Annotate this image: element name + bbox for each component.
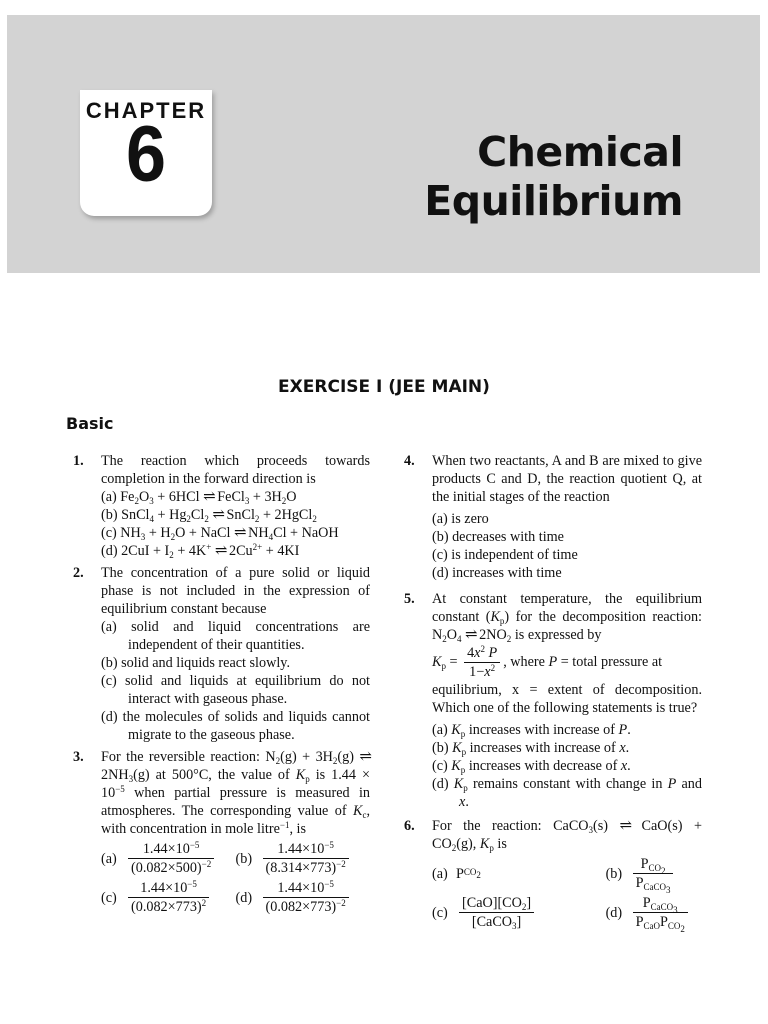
chapter-number: 6	[125, 110, 167, 198]
option: (d) increases with time	[432, 565, 562, 581]
question-2: 2. The concentration of a pure solid or liquid phase is not included in the expression of equilibrium constant because (a) solid and liquid concentrations are independent of their quantities. (b) solid and liquids react slowly. (c) solid and liquids at equilibrium do not interact with gaseous phase. (d) the molecules of solids and liquids cannot migrate to the gaseous phase.	[73, 565, 370, 743]
option: (a) $Fe_2O_3 + 6HCl$ ⇌ FeCl$_3$ + $3H_2O$	[101, 489, 297, 506]
right-column	[404, 452, 702, 935]
question-3: 3. For the reversible reaction: $N_2(g) + 3H_2(g)$ ⇌ $2NH_3(g)$ at 500°C, the value of $K_p$ is $1.44 \times 10^{-5}$ when partial pressure is measured in atmospheres. The corresponding value of $K_c$, with concentration in mole litre$^{-1}$, is (a) $\frac{1.44\times 10^{-5}}{(0.082\times 500)^{-2}}$ (b) $\frac{1.44\times 10^{-5}}{(8.314\times 773)^{-2}}$ (c) $\frac{1.44\times 10^{-5}}{(0.082\times 773)^2}$ (d) $\frac{1.44\times 10^{-5}}{(0.082\times 773)^{-2}}$	[73, 749, 371, 915]
option: (d) $2CuI + I_2 + 4K^+$ ⇌ $2Cu^{2+} + 4KI$	[101, 542, 300, 560]
option: (d) the molecules of solids and liquids cannot migrate to the gaseous phase.	[101, 709, 370, 743]
option: (c) is independent of time	[432, 547, 578, 563]
option: (a) is zero	[432, 511, 489, 527]
exercise-title: EXERCISE I (JEE MAIN)	[278, 377, 490, 397]
option-row: (c) $\frac{1.44\times 10^{-5}}{(0.082\times 773)^2}$ (d) $\frac{1.44\times 10^{-5}}{(0.082\times 773)^{-2}}$	[101, 879, 370, 916]
question-6: 6. For the reaction: CaCO$_3$(s) ⇌ $CaO(s) + CO_2(g)$, $K_p$ is (a) P $CO_2$ (b) $\frac{P_{CO_2}}{P_{CaCO_3}}$ (c) $\frac{[CaO][CO_2]}{[CaCO_3]}$ (d) $\frac{P_{CaCO_3}}{P_{CaO}P_{CO_2}}$	[404, 818, 702, 934]
option: (b) $K_p$ increases with increase of x.	[432, 740, 630, 757]
option: (c) $NH_3 + H_2O$ + NaCl ⇌ $NH_4Cl$ + NaOH	[101, 525, 339, 542]
left-column	[73, 452, 370, 920]
option-row: (a) $\frac{1.44\times 10^{-5}}{(0.082\times 500)^{-2}}$ (b) $\frac{1.44\times 10^{-5}}{(8.314\times 773)^{-2}}$	[101, 840, 370, 877]
section-title: Basic	[66, 414, 114, 433]
question-1: 1. The reaction which proceeds towards completion in the forward direction is (a) $Fe_2O_3 + 6HCl$ ⇌ FeCl$_3$ + $3H_2O$ (b) SnCl$_4$ + $Hg_2Cl_2$ ⇌ SnCl$_2$ + 2HgCl$_2$ (c) $NH_3 + H_2O$ + NaCl ⇌ $NH_4Cl$ + NaOH (d) $2CuI + I_2 + 4K^+$ ⇌ $2Cu^{2+} + 4KI$	[73, 453, 370, 560]
option-row: (c) $\frac{[CaO][CO_2]}{[CaCO_3]}$ (d) $\frac{P_{CaCO_3}}{P_{CaO}P_{CO_2}}$	[432, 894, 702, 931]
option: (a) solid and liquid concentrations are independent of their quantities.	[101, 619, 370, 653]
question-5: 5. At constant temperature, the equilibrium constant $(K_p)$ for the decomposition reaction: $N_2O_4$ ⇌ $2NO_2$ is expressed by $K_p$ = $\frac{4x^2 P}{1-x^2}$ , where P = total pressure at equilibrium, x = extent of decomposition. Which one of the following statements is true? (a) $K_p$ increases with increase of P. (b) $K_p$ increases with increase of x. (c) $K_p$ increases with decrease of x. (d) $K_p$ remains constant with change in P and x.	[404, 591, 702, 810]
option: (a) $K_p$ increases with increase of P.	[432, 722, 631, 739]
option: (b) decreases with time	[432, 529, 564, 545]
option: (b) solid and liquids react slowly.	[101, 655, 291, 671]
option: (d) $K_p$ remains constant with change in P and x.	[432, 776, 702, 810]
option-row: (a) P $CO_2$ (b) $\frac{P_{CO_2}}{P_{CaCO_3}}$	[432, 855, 702, 892]
option: (c) $K_p$ increases with decrease of x.	[432, 758, 631, 775]
chapter-label: CHAPTER	[85, 98, 207, 123]
option: (b) SnCl$_4$ + $Hg_2Cl_2$ ⇌ SnCl$_2$ + 2HgCl$_2$	[101, 507, 317, 524]
chapter-title: Chemical Equilibrium	[424, 128, 683, 225]
chapter-badge	[80, 90, 212, 216]
option: (c) solid and liquids at equilibrium do not interact with gaseous phase.	[101, 673, 370, 707]
question-4: 4. When two reactants, A and B are mixed to give products C and D, the reaction quotient Q, at the initial stages of the reaction (a) is zero (b) decreases with time (c) is independent of time (d) increases with time	[404, 453, 702, 581]
